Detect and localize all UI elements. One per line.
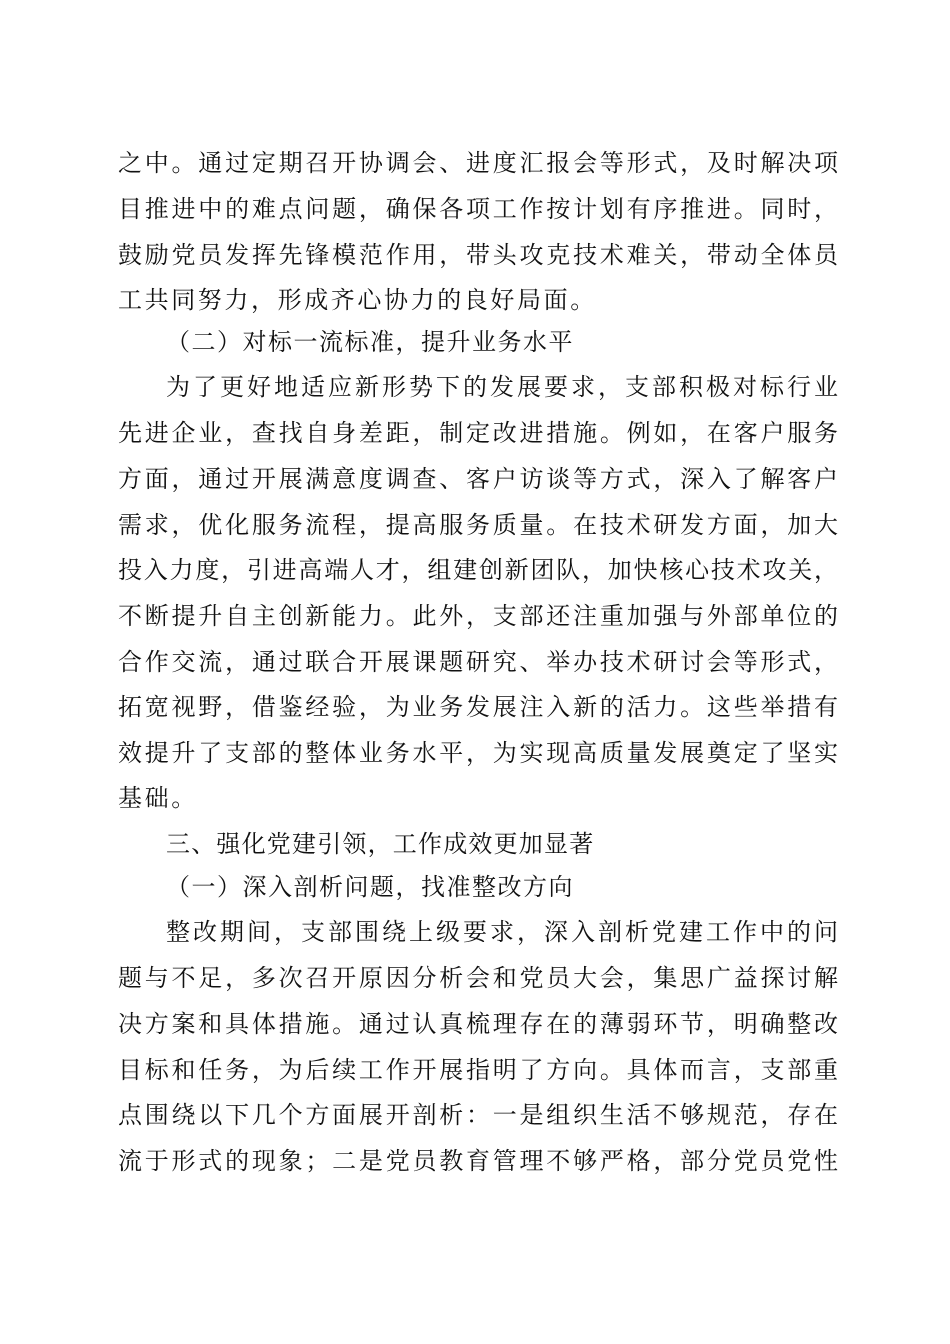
paragraph-line: 之中。通过定期召开协调会、进度汇报会等形式，及时解决项 [118,149,838,177]
paragraph-line: 流于形式的现象；二是党员教育管理不够严格，部分党员党性 [118,1147,838,1175]
paragraph-line: 方面，通过开展满意度调查、客户访谈等方式，深入了解客户 [118,465,838,493]
paragraph-line: 合作交流，通过联合开展课题研究、举办技术研讨会等形式， [118,648,838,676]
paragraph-line: 为了更好地适应新形势下的发展要求，支部积极对标行业 [166,373,838,401]
paragraph-line: 效提升了支部的整体业务水平，为实现高质量发展奠定了坚实 [118,739,838,767]
paragraph-line: 拓宽视野，借鉴经验，为业务发展注入新的活力。这些举措有 [118,693,838,721]
paragraph-line: 不断提升自主创新能力。此外，支部还注重加强与外部单位的 [118,602,838,630]
paragraph-line: 鼓励党员发挥先锋模范作用，带头攻克技术难关，带动全体员 [118,241,838,269]
paragraph-line: 点围绕以下几个方面展开剖析：一是组织生活不够规范，存在 [118,1101,838,1129]
paragraph-line: 工共同努力，形成齐心协力的良好局面。 [118,286,597,314]
paragraph-line: 整改期间，支部围绕上级要求，深入剖析党建工作中的问 [166,918,838,946]
paragraph-line: 先进企业，查找自身差距，制定改进措施。例如，在客户服务 [118,419,838,447]
paragraph-line: 基础。 [118,784,198,812]
section-subheading: （一）深入剖析问题，找准整改方向 [166,873,574,901]
paragraph-line: 投入力度，引进高端人才，组建创新团队，加快核心技术攻关， [118,556,838,584]
section-heading: 三、强化党建引领，工作成效更加显著 [166,830,595,858]
paragraph-line: 题与不足，多次召开原因分析会和党员大会，集思广益探讨解 [118,964,838,992]
paragraph-line: 需求，优化服务流程，提高服务质量。在技术研发方面，加大 [118,511,838,539]
paragraph-line: 目标和任务，为后续工作开展指明了方向。具体而言，支部重 [118,1056,838,1084]
paragraph-line: 决方案和具体措施。通过认真梳理存在的薄弱环节，明确整改 [118,1010,838,1038]
paragraph-line: 目推进中的难点问题，确保各项工作按计划有序推进。同时， [118,195,838,223]
section-subheading: （二）对标一流标准，提升业务水平 [166,328,574,356]
